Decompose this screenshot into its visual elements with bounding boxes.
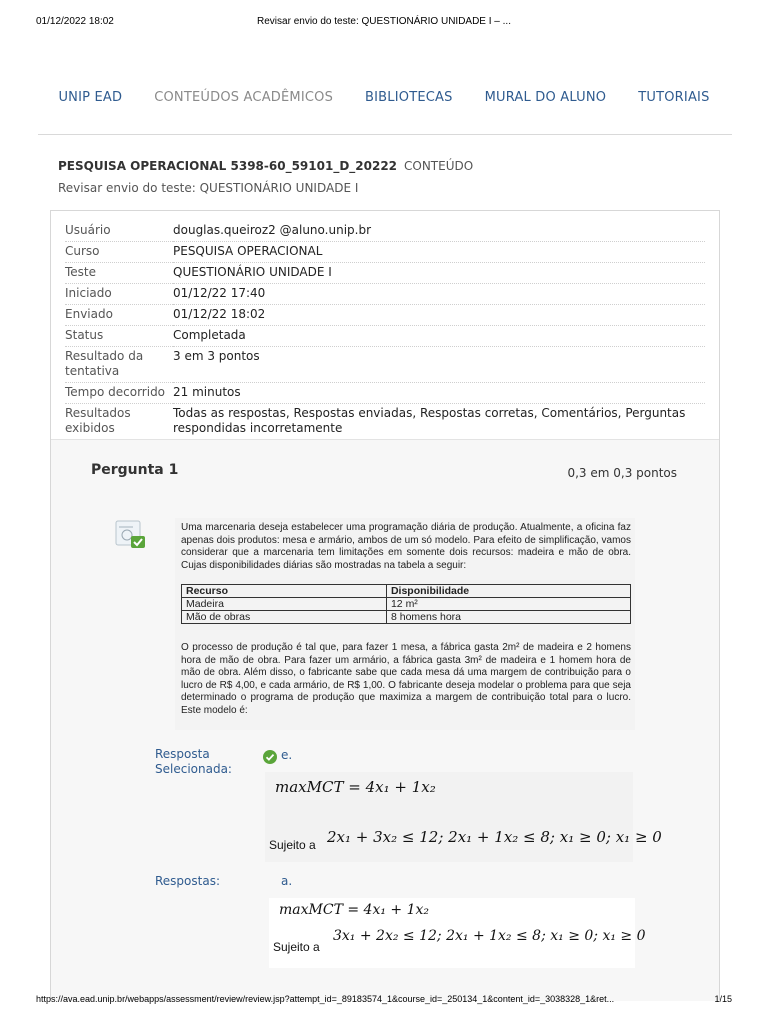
print-datetime: 01/12/2022 18:02	[36, 16, 114, 27]
subject-to-label: Sujeito a	[269, 838, 316, 852]
info-label: Resultados exibidos	[65, 406, 131, 435]
info-value: 21 minutos	[173, 383, 705, 404]
info-row	[65, 347, 705, 383]
answer-formula	[269, 898, 646, 968]
resource-cell: Mão de obras	[182, 611, 387, 624]
info-value: 01/12/22 18:02	[173, 305, 705, 326]
question-intro: Uma marcenaria deseja estabelecer uma programação diária de produção. Atualmente, a oficina faz apenas dois produtos: mesa e armário, ambos de um só modelo. Para efeito de simplificação, vamos considerar que a marcenaria tem limitações em somente dois recursos: madeira e mão de obra. Cujas disponibilidades diárias são mostradas na tabela a seguir:	[181, 522, 631, 571]
objective-function: maxMCT = 4x₁ + 1x₂	[275, 778, 436, 796]
resource-table	[181, 584, 631, 624]
info-label: Iniciado	[65, 284, 173, 305]
info-label: Resultado da tentativa	[65, 347, 173, 383]
info-label: Curso	[65, 242, 173, 263]
nav-unip-ead[interactable]: UNIP EAD	[58, 90, 123, 105]
info-value: Completada	[173, 326, 705, 347]
review-panel	[50, 210, 720, 1000]
availability-cell: 8 homens hora	[386, 611, 630, 624]
info-value: QUESTIONÁRIO UNIDADE I	[173, 263, 705, 284]
nav-conteudos-academicos[interactable]: CONTEÚDOS ACADÊMICOS	[154, 90, 334, 105]
answer-letter: a.	[281, 874, 293, 888]
selected-answer-label: Resposta Selecionada:	[155, 747, 232, 776]
question-1	[51, 439, 719, 1001]
info-label: Teste	[65, 263, 173, 284]
top-navigation	[0, 90, 768, 105]
course-title[interactable]: PESQUISA OPERACIONAL 5398-60_59101_D_20222	[58, 159, 398, 173]
question-points: 0,3 em 0,3 pontos	[567, 466, 677, 480]
info-value: 01/12/22 17:40	[173, 284, 705, 305]
attempt-info-table	[65, 221, 705, 439]
nav-mural-do-aluno[interactable]: MURAL DO ALUNO	[484, 90, 607, 105]
info-label: Usuário	[65, 221, 173, 242]
info-row	[65, 284, 705, 305]
subject-to-label: Sujeito a	[273, 940, 320, 954]
info-label: Enviado	[65, 305, 173, 326]
info-value: douglas.queiroz2 @aluno.unip.br	[173, 221, 705, 242]
question-title: Pergunta 1	[91, 462, 179, 478]
nav-bibliotecas[interactable]: BIBLIOTECAS	[365, 90, 453, 105]
info-row	[65, 263, 705, 284]
content-link[interactable]: CONTEÚDO	[404, 159, 474, 173]
resource-header: Recurso	[182, 585, 387, 598]
info-row	[65, 221, 705, 242]
info-value: PESQUISA OPERACIONAL	[173, 242, 705, 263]
info-label: Status	[65, 326, 173, 347]
page-title: Revisar envio do teste: QUESTIONÁRIO UNIDADE I	[58, 181, 359, 195]
info-value: 3 em 3 pontos	[173, 347, 705, 383]
selected-answer-letter: e.	[281, 748, 293, 762]
table-row	[182, 611, 631, 624]
info-row	[65, 305, 705, 326]
nav-tutoriais[interactable]: TUTORIAIS	[638, 90, 710, 105]
question-statement	[175, 518, 635, 730]
info-value: Todas as respostas, Respostas enviadas, Respostas corretas, Comentários, Perguntas respondidas incorretamente	[173, 406, 686, 435]
correct-document-icon	[115, 520, 147, 550]
question-body: O processo de produção é tal que, para fazer 1 mesa, a fábrica gasta 2m² de madeira e 2 homens hora de mão de obra. Para fazer um armário, a fábrica gasta 3m² de madeira e 1 homem hora de mão de obra. Além disso, o fabricante sabe que cada mesa dá uma margem de contribuição para o lucro de R$ 4,00, e cada armário, de R$ 1,00. O fabricante deseja modelar o problema para que seja determinado o programa de produção que maximiza a margem de contribuição total para o lucro. Este modelo é:	[181, 642, 631, 716]
availability-cell: 12 m²	[386, 598, 630, 611]
answers-label: Respostas:	[155, 874, 220, 888]
info-row	[65, 326, 705, 347]
nav-divider	[38, 134, 732, 135]
print-document-title: Revisar envio do teste: QUESTIONÁRIO UNIDADE I – ...	[257, 16, 511, 27]
objective-function: maxMCT = 4x₁ + 1x₂	[279, 902, 429, 918]
page-url: https://ava.ead.unip.br/webapps/assessment/review/review.jsp?attempt_id=_89183574_1&course_id=_250134_1&content_id=_3038328_1&ret...	[36, 994, 615, 1004]
info-row	[65, 242, 705, 263]
info-label: Tempo decorrido	[65, 383, 173, 404]
constraints: 3x₁ + 2x₂ ≤ 12; 2x₁ + 1x₂ ≤ 8; x₁ ≥ 0; x₁ ≥ 0	[333, 928, 646, 944]
info-row	[65, 383, 705, 404]
table-row	[182, 598, 631, 611]
resource-cell: Madeira	[182, 598, 387, 611]
selected-answer-formula	[265, 772, 662, 862]
availability-header: Disponibilidade	[386, 585, 630, 598]
correct-check-icon	[263, 750, 277, 764]
page-number: 1/15	[714, 994, 732, 1004]
info-row	[65, 404, 705, 440]
constraints: 2x₁ + 3x₂ ≤ 12; 2x₁ + 1x₂ ≤ 8; x₁ ≥ 0; x₁ ≥ 0	[327, 828, 662, 846]
